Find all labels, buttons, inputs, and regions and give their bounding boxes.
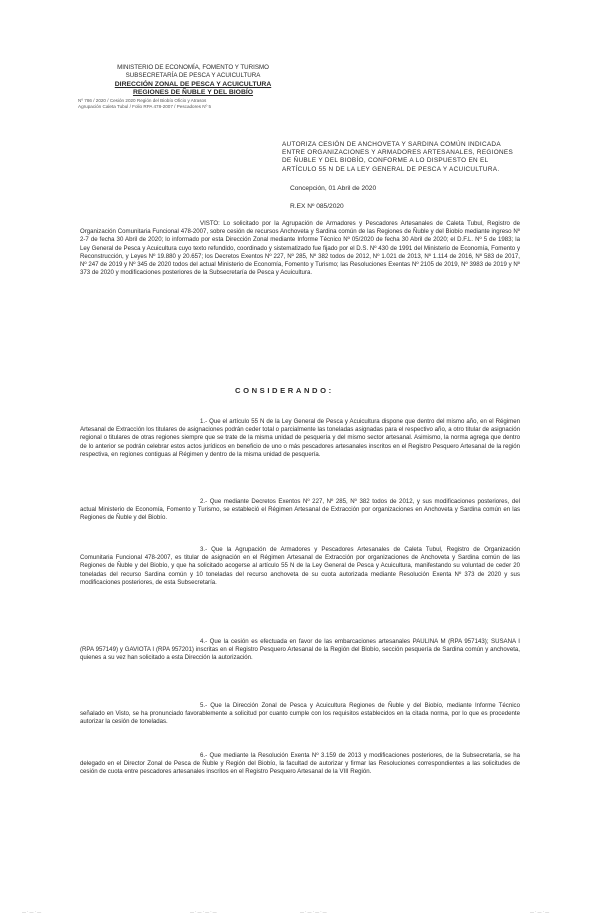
resolution-date: Concepción, 01 Abril de 2020 [290,185,377,192]
considerando-text: 6.- Que mediante la Resolución Exenta Nº 3.159 de 2013 y modificaciones posteriores, de la Subsecretaría, se ha delegado en el Director Zonal de Pesca de Ñuble y Región del Biobío, la facultad de autorizar y firmar las Resoluciones correspondientes a las solicitudes de cesión de cuota entre pescadores artesanales inscritos en el Registro Pesquero Artesanal de la VIII Región. [80,752,520,776]
visto-label: VISTO: [200,220,220,227]
considerando-text: 3.- Que la Agrupación de Armadores y Pescadores Artesanales de Caleta Tubul, Registro de Organización Comunitaria Funcional 478-2007, es titular de asignación en el Régimen Artesanal de Extracción por organizaciones de Anchoveta y Sardina común de las Regiones de Ñuble y del Biobío, y que ha solicitado acogerse al artículo 55 N de la Ley General de Pesca y Acuicultura, manifestando su voluntad de ceder 20 toneladas del recurso Sardina común y 10 toneladas del recurso anchoveta de su cuota autorizada mediante Resolución Exenta Nº 373 de 2020 y sus modificaciones posteriores, de esta Subsecretaría. [80,546,520,586]
footer-right: — · — · — [530,909,550,914]
considerando-text: 5.- Que la Dirección Zonal de Pesca y Acuicultura Regiones de Ñuble y del Biobío, mediante Informe Técnico señalado en Visto, se ha pronunciado favorablemente a solicitud por cuanto cumple con los requisitos establecidos en la citada norma, por lo que es procedente autorizar la cesión de toneladas. [80,702,520,726]
resolution-subject: AUTORIZA CESIÓN DE ANCHOVETA Y SARDINA COMÚN INDICADA ENTRE ORGANIZACIONES Y ARMADORES ARTESANALES, REGIONES DE ÑUBLE Y DEL BIOBÍO, CONFORME A LO DISPUESTO EN EL ARTÍCULO 55 N DE LA LEY GENERAL DE PESCA Y ACUICULTURA. [282,141,514,173]
visto-text: Lo solicitado por la Agrupación de Armadores y Pescadores Artesanales de Caleta Tubul, Registro de Organización Comunitaria Funcional 478-2007, sobre cesión de recursos Anchoveta y Sardina común de las Regiones de Ñuble y del Biobío mediante ingreso Nº 2-7 de fecha 30 Abril de 2020; lo informado por esta Dirección Zonal mediante Informe Técnico Nº 05/2020 de fecha 30 Abril de 2020; el D.F.L. Nº 5 de 1983; la Ley General de Pesca y Acuicultura cuyo texto refundido, coordinado y sistematizado fue fijado por el D.S. Nº 430 de 1991 del Ministerio de Economía, Fomento y Reconstrucción, y Leyes Nº 19.880 y 20.657; los Decretos Exentos Nº 227, Nº 285, Nº 382 todos de 2012, Nº 1.021 de 2013, Nº 1.114 de 2016, Nº 583 de 2017, Nº 247 de 2019 y Nº 345 de 2020 todos del actual Ministerio de Economía, Fomento y Turismo; las Resoluciones Exentas Nº 2105 de 2019, Nº 3983 de 2019 y Nº 373 de 2020 y modificaciones posteriores de la Subsecretaría de Pesca y Acuicultura. [80,220,520,277]
considerando-text: 1.- Que el artículo 55 N de la Ley General de Pesca y Acuicultura dispone que dentro del mismo año, en el Régimen Artesanal de Extracción los titulares de asignaciones podrán ceder total o parcialmente las toneladas asignadas para el respectivo año, a otro titular de asignación regional o titulares de otras regiones siempre que se trate de la misma unidad de pesquería y del mismo sector artesanal. Asimismo, la norma agrega que dentro de lo anterior se podrán celebrar estos actos jurídicos en beneficio de uno o más pescadores artesanales inscritos en el Registro Pesquero Artesanal de la región respectiva, en regiones contiguas al Régimen y dentro de la misma unidad de pesquería. [80,418,520,458]
footer-center-2: — · — · — · — [300,909,327,914]
considerando-3 [80,546,520,587]
subsecretaria-line: SUBSECRETARÍA DE PESCA Y ACUICULTURA [125,72,261,80]
visto-paragraph [80,220,520,277]
considerando-5 [80,702,520,727]
footer-center-1: — · — · — · — [190,909,217,914]
direccion-zonal-line: DIRECCIÓN ZONAL DE PESCA Y ACUICULTURA [114,80,272,88]
ministry-line: MINISTERIO DE ECONOMÍA, FOMENTO Y TURISMO [117,64,269,71]
considerando-2 [80,498,520,523]
issuer-header [78,64,308,110]
considerando-6 [80,752,520,777]
considerando-title: CONSIDERANDO: [235,386,334,395]
considerando-1 [80,418,520,459]
footer-left: — · — · — [22,909,42,914]
regions-line: REGIONES DE ÑUBLE Y DEL BIOBÍO [132,89,254,97]
considerando-4 [80,638,520,663]
file-reference-2: Agrupación Caleta Tubul / Folio RPA 478-2007 / Pescadores Nº 5 [78,103,212,109]
resolution-number: R.EX Nº 085/2020 [290,203,344,210]
considerando-text: 4.- Que la cesión es efectuada en favor de las embarcaciones artesanales PAULINA M (RPA 957143); SUSANA I (RPA 957149) y GAVIOTA I (RPA 957201) inscritas en el Registro Pesquero Artesanal de la Región del Biobío, sección pesquería de Sardina común y anchoveta, quienes a su vez han solicitado a esta Dirección la autorización. [80,638,520,662]
file-reference-1: Nº 786 / 2020 / Cesión 2020 Región del Biobío Oficio y Atrasos [78,97,207,103]
considerando-text: 2.- Que mediante Decretos Exentos Nº 227, Nº 285, Nº 382 todos de 2012, y sus modificaciones posteriores, del actual Ministerio de Economía, Fomento y Turismo, se estableció el Régimen Artesanal de Extracción por organizaciones en Anchoveta y Sardina común en las Regiones de Ñuble y del Biobío. [80,498,520,522]
